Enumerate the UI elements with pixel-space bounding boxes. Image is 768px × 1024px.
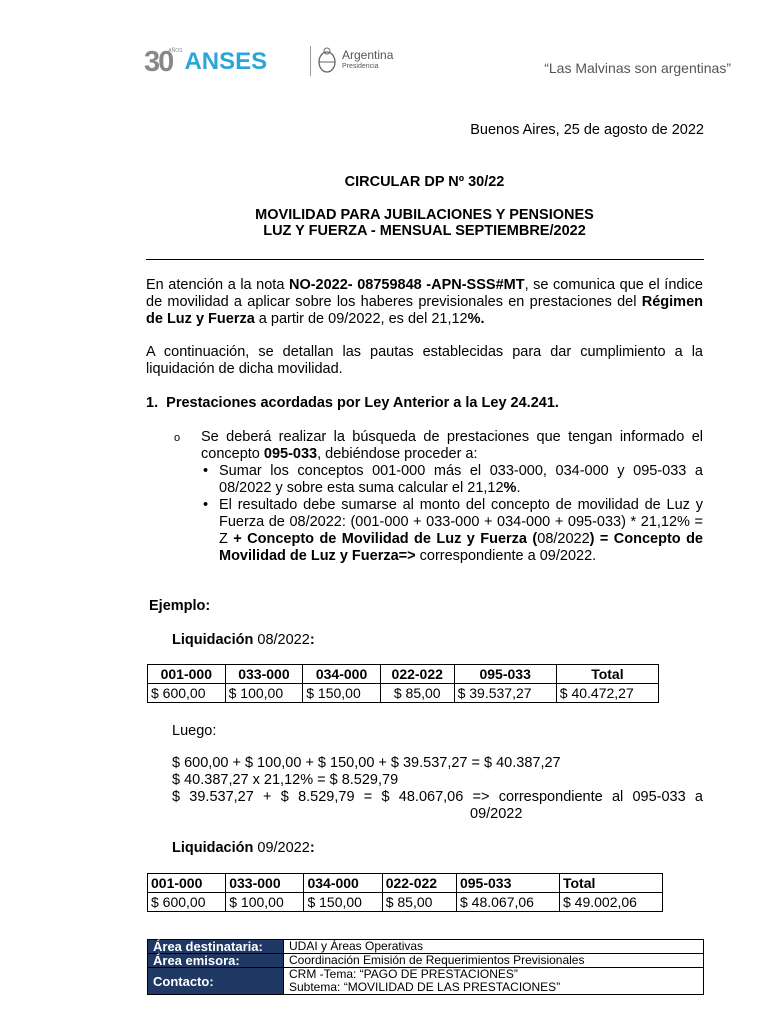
table-row [148, 893, 663, 912]
table-header-cell: 001-000 [148, 874, 226, 893]
para1-percent: %. [467, 311, 485, 327]
table-header-cell: 022-022 [380, 665, 454, 684]
sub1-text-a: Se deberá realizar la búsqueda de prestaciones que tengan informado el concepto [201, 429, 703, 462]
table-header-cell: 095-033 [454, 665, 556, 684]
note-reference: NO-2022- 08759848 -APN-SSS#MT [288, 277, 525, 293]
circular-title: CIRCULAR DP Nº 30/22 [344, 174, 505, 190]
table-cell: $ 49.002,06 [559, 893, 662, 912]
table-header-cell: 001-000 [148, 665, 226, 684]
presidencia-label: Presidencia [342, 63, 379, 70]
contacto-label: Contacto: [148, 968, 284, 995]
intro-paragraph [146, 277, 703, 328]
contacto-row [148, 968, 704, 995]
area-emisora-label: Área emisora: [148, 954, 284, 968]
table-cell: $ 600,00 [148, 893, 226, 912]
liq2-label-text: Liquidación [172, 840, 254, 856]
liquidacion-table-1 [147, 664, 659, 703]
subject-line-1: MOVILIDAD PARA JUBILACIONES Y PENSIONES [255, 207, 594, 223]
bullet-list [201, 463, 703, 565]
bullet1-percent: % [503, 480, 517, 496]
liq1-period: 08/2022 [253, 632, 310, 648]
table-header-cell: 034-000 [304, 874, 382, 893]
second-paragraph: A continuación, se detallan las pautas establecidas para dar cumplimiento a la liquidación de dicha movilidad. [146, 344, 703, 377]
bullet2-text-a: El resultado debe sumarse al monto del concepto de movilidad de Luz y Fuerza de 08/2022: (001-000 + 033-000 + 034-000 + 095-033) * 21,12% = Z [219, 497, 703, 547]
table-cell: $ 150,00 [303, 684, 381, 703]
section-number: 1. [146, 395, 159, 411]
bullet2-text-e: correspondiente a 09/2022. [415, 548, 597, 564]
coat-of-arms-icon [317, 47, 337, 75]
table-cell: $ 40.472,27 [556, 684, 658, 703]
table-header-cell: 033-000 [225, 665, 303, 684]
area-destinataria-label: Área destinataria: [148, 940, 284, 954]
liquidacion-2-label [172, 840, 315, 856]
bullet1-text-a: Sumar los conceptos 001-000 más el 033-000, 034-000 y 095-033 a 08/2022 y sobre esta suma calcular el 21,12 [219, 463, 703, 496]
argentina-presidencia-logo [310, 46, 393, 76]
table-cell: $ 85,00 [382, 893, 456, 912]
anses-logo [144, 46, 267, 76]
table-header-cell: 033-000 [226, 874, 304, 893]
table-header-row [148, 665, 659, 684]
table-header-cell: Total [556, 665, 658, 684]
table-header-cell: Total [559, 874, 662, 893]
bullet2-text-b: + Concepto de Movilidad de Luz y Fuerza ( [233, 531, 538, 547]
contacto-value [284, 968, 704, 995]
liq2-period: 09/2022 [253, 840, 310, 856]
area-destinataria-row [148, 940, 704, 954]
regimen-name: Régimen de Luz y Fuerza [146, 294, 703, 327]
date-line: Buenos Aires, 25 de agosto de 2022 [470, 122, 704, 138]
bullet1-text-c: . [516, 480, 521, 496]
bullet-item-2 [201, 497, 703, 565]
subject-line-2: LUZ Y FUERZA - MENSUAL SEPTIEMBRE/2022 [263, 223, 586, 239]
para1-text-c: a partir de 09/2022, es del 21,12 [254, 311, 468, 327]
calc-line-2: $ 40.387,27 x 21,12% = $ 8.529,79 [172, 772, 399, 788]
example-heading: Ejemplo: [149, 598, 211, 614]
area-emisora-value: Coordinación Emisión de Requerimientos Previsionales [284, 954, 704, 968]
concept-code: 095-033 [263, 446, 318, 462]
table-cell: $ 39.537,27 [454, 684, 556, 703]
anses-logo-name: ANSES [184, 48, 268, 75]
table-header-cell: 095-033 [456, 874, 559, 893]
liq1-label-text: Liquidación [172, 632, 254, 648]
sub-item-marker: o [174, 432, 181, 444]
bullet2-text-d: ) = Concepto de Movilidad de Luz y Fuerza=> [219, 531, 703, 564]
calc-line-3: $ 39.537,27 + $ 8.529,79 = $ 48.067,06 => correspondiente al 095-033 a [172, 789, 703, 805]
bullet-item-1 [201, 463, 703, 497]
table-header-cell: 034-000 [303, 665, 381, 684]
routing-info-table [147, 939, 704, 995]
table-cell: $ 100,00 [225, 684, 303, 703]
table-cell: $ 48.067,06 [456, 893, 559, 912]
calc-line-1: $ 600,00 + $ 100,00 + $ 150,00 + $ 39.537,27 = $ 40.387,27 [172, 755, 561, 771]
sub-item-text [201, 429, 703, 463]
para1-text-a: En atención a la nota [146, 277, 289, 293]
title-divider [146, 259, 704, 260]
table-cell: $ 150,00 [304, 893, 382, 912]
table-header-cell: 022-022 [382, 874, 456, 893]
area-destinataria-value: UDAI y Áreas Operativas [284, 940, 704, 954]
contacto-subtema: Subtema: “MOVILIDAD DE LAS PRESTACIONES” [289, 980, 561, 994]
liquidacion-table-2 [147, 873, 663, 912]
table-row [148, 684, 659, 703]
luego-label: Luego: [172, 723, 217, 739]
table-cell: $ 100,00 [226, 893, 304, 912]
section-title: Prestaciones acordadas por Ley Anterior a la Ley 24.241. [166, 395, 559, 411]
anses-logo-anos: AÑOS [168, 48, 183, 54]
sub1-text-b: , debiéndose proceder a: [317, 446, 478, 462]
argentina-label: Argentina [342, 48, 394, 62]
table-cell: $ 600,00 [148, 684, 226, 703]
liq2-colon: : [309, 840, 315, 856]
table-header-row [148, 874, 663, 893]
calc-line-3-period: 09/2022 [470, 806, 523, 822]
liquidacion-1-label [172, 632, 315, 648]
para1-text-b: , se comunica que el índice de movilidad a aplicar sobre los haberes previsionales en prestaciones del [146, 277, 703, 310]
slogan: “Las Malvinas son argentinas” [544, 60, 731, 76]
section-1-heading [146, 395, 559, 411]
liq1-colon: : [309, 632, 315, 648]
area-emisora-row [148, 954, 704, 968]
table-cell: $ 85,00 [380, 684, 454, 703]
bullet2-period: 08/2022 [537, 531, 590, 547]
logo-separator [310, 46, 311, 76]
anses-logo-number: 30 [144, 46, 173, 78]
contacto-tema: CRM -Tema: “PAGO DE PRESTACIONES” [289, 967, 518, 981]
